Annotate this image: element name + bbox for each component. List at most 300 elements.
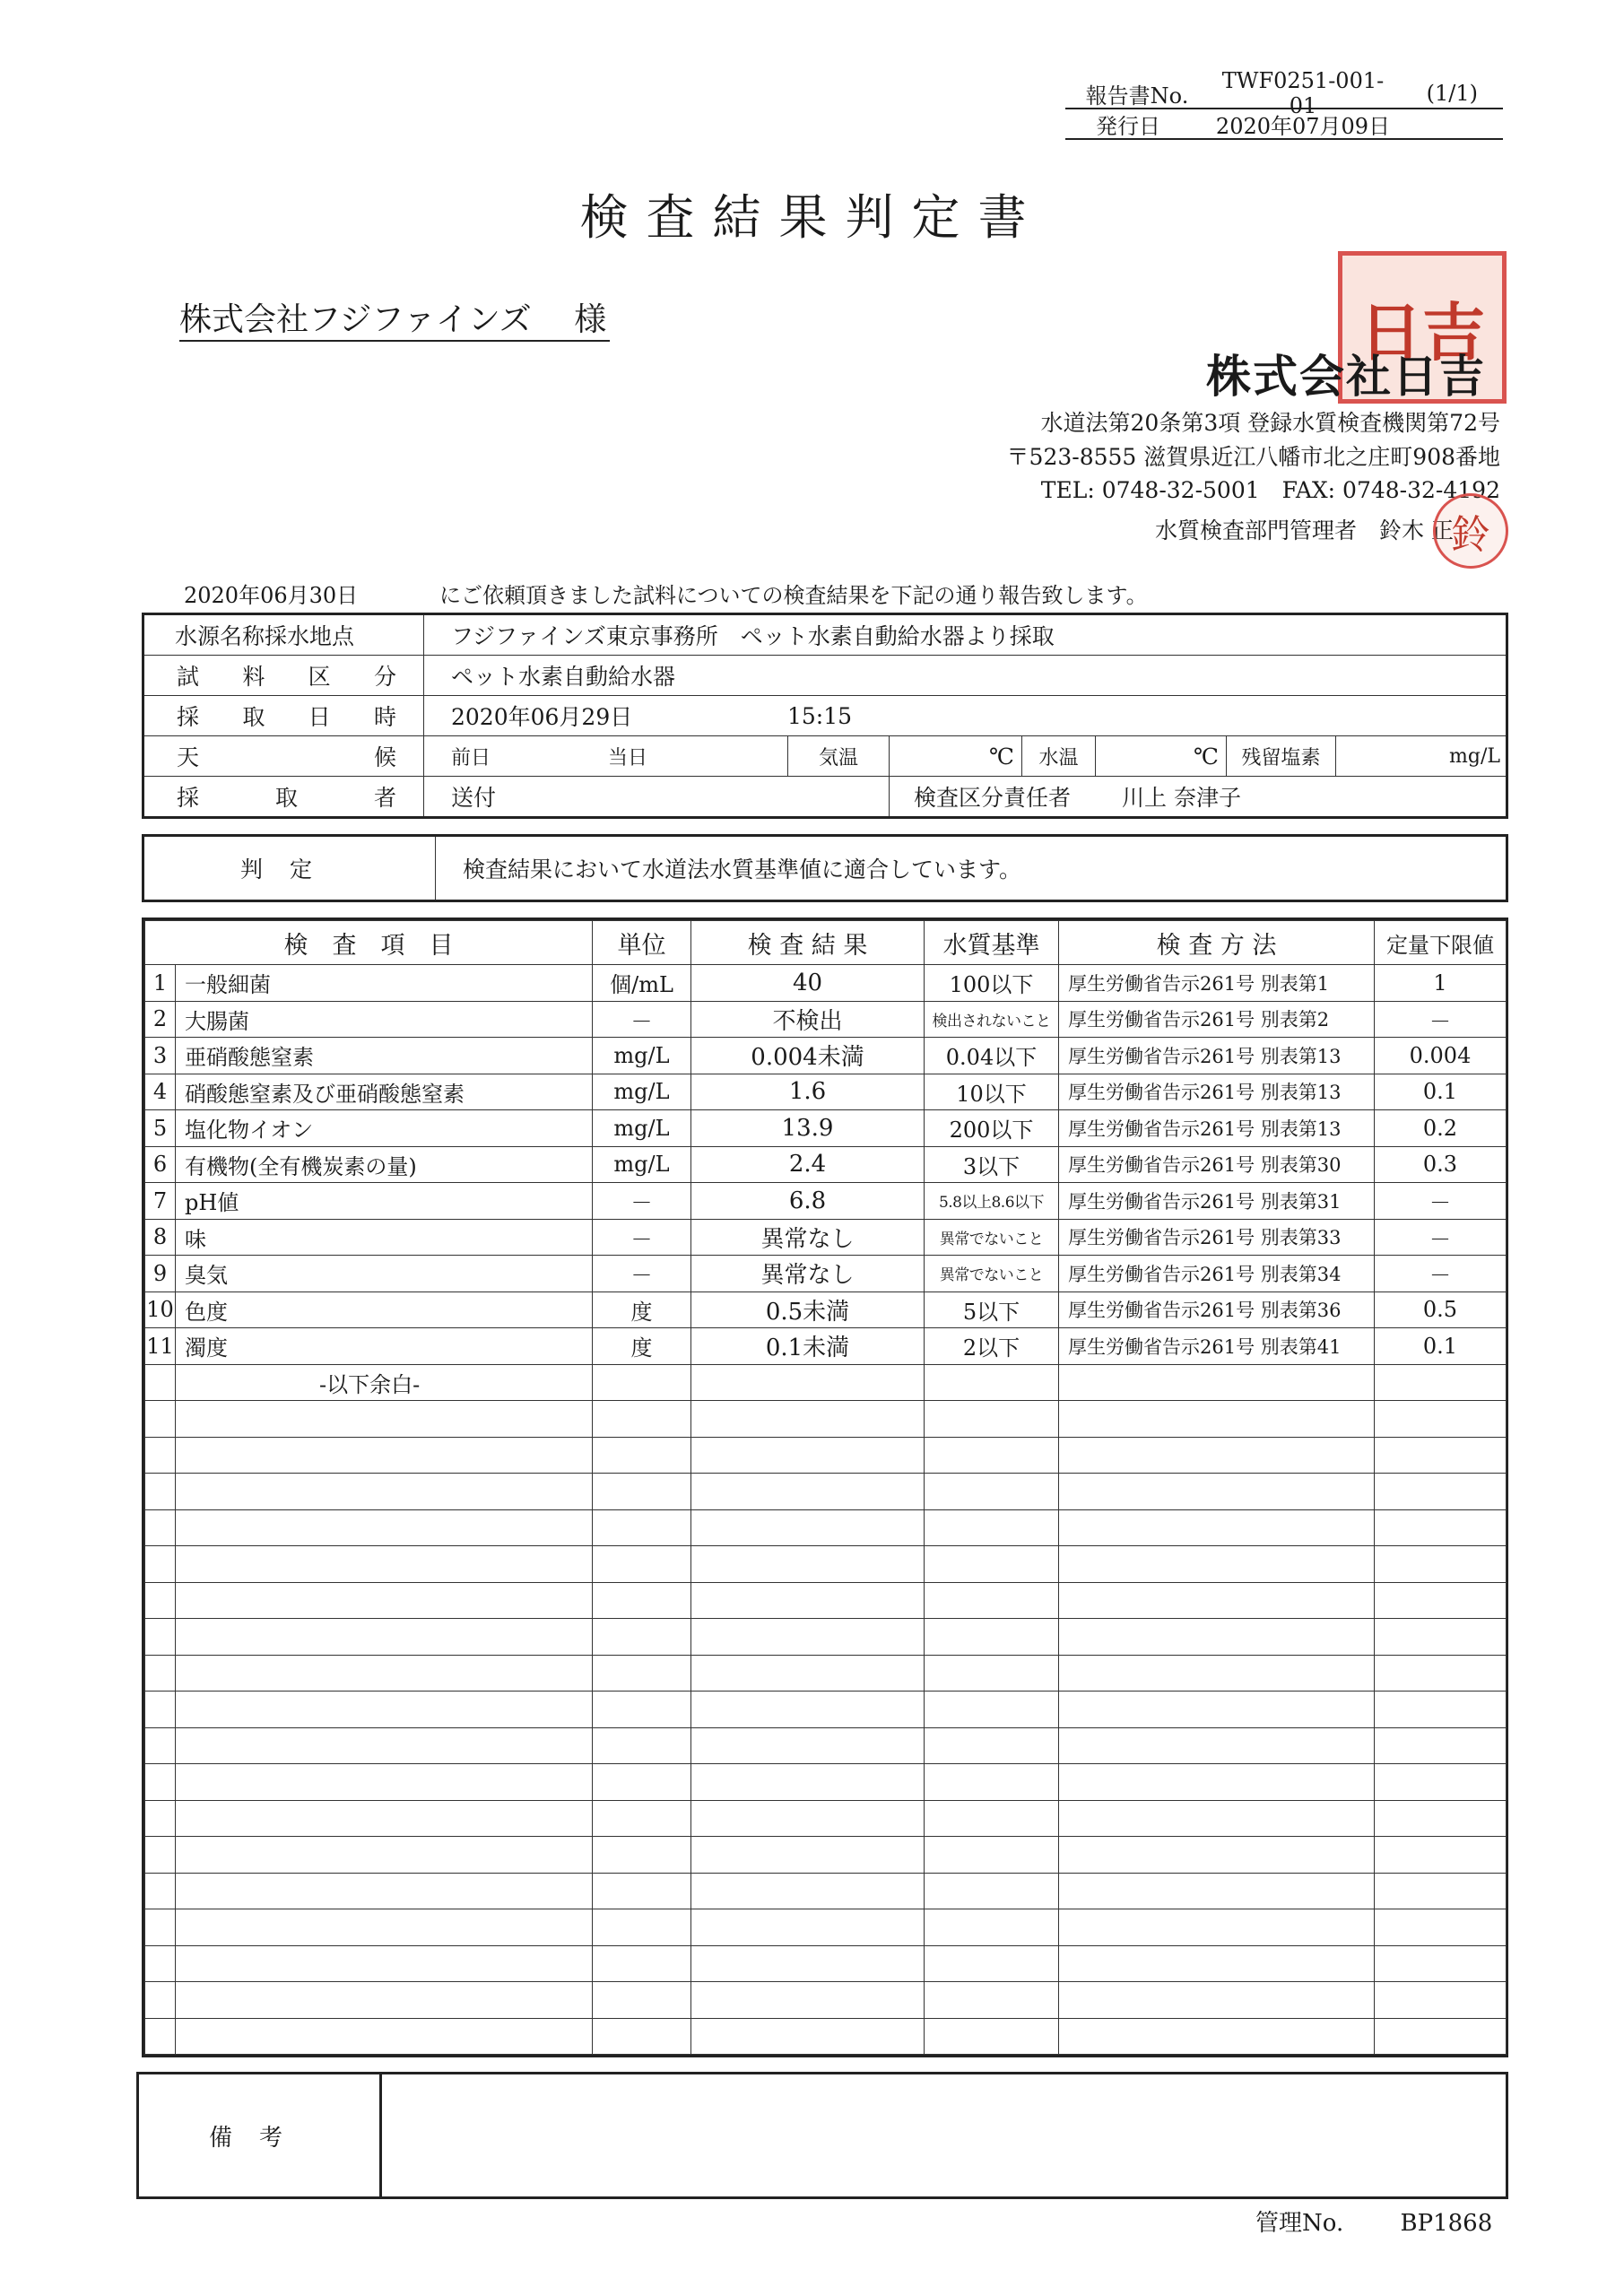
- issue-date-value: 2020年07月09日: [1215, 113, 1391, 139]
- unit: 度: [593, 1292, 691, 1328]
- report-number-value: TWF0251-001-01: [1221, 68, 1385, 118]
- empty-cell: [145, 1945, 176, 1982]
- empty-row: [145, 1692, 1507, 1728]
- limit: －: [1375, 1219, 1507, 1256]
- unit: －: [593, 1219, 691, 1256]
- same-day-label: 当日: [608, 746, 648, 770]
- air-temp-label: 気温: [787, 736, 889, 776]
- empty-cell: [176, 1909, 593, 1946]
- empty-cell: [925, 1582, 1059, 1619]
- header-method: 検 査 方 法: [1059, 921, 1375, 965]
- empty-cell: [1375, 1945, 1507, 1982]
- empty-cell: [925, 1437, 1059, 1474]
- empty-row: [145, 1727, 1507, 1764]
- issuer-registration: 水道法第20条第3項 登録水質検査機関第72号: [1040, 410, 1500, 436]
- management-value: BP1868: [1400, 2210, 1493, 2237]
- result: 6.8: [691, 1183, 925, 1220]
- report-number-row: [1065, 68, 1503, 118]
- empty-row: [145, 1945, 1507, 1982]
- empty-cell: [925, 1837, 1059, 1874]
- empty-cell: [1059, 1546, 1375, 1583]
- empty-cell: [176, 1401, 593, 1438]
- empty-cell: [1059, 1727, 1375, 1764]
- collector-label: [144, 777, 424, 816]
- manager-seal-stamp: [1433, 493, 1508, 569]
- empty-row: [145, 1837, 1507, 1874]
- unit: 個/mL: [593, 965, 691, 1002]
- row-no: 4: [145, 1074, 176, 1110]
- standard: 0.04以下: [925, 1038, 1059, 1074]
- empty-cell: [593, 1509, 691, 1546]
- standard: 異常でないこと: [925, 1256, 1059, 1292]
- empty-row: [145, 1401, 1507, 1438]
- empty-cell: [145, 1474, 176, 1510]
- table-row: [145, 1001, 1507, 1038]
- label-char: 分: [373, 664, 396, 690]
- empty-cell: [1059, 1619, 1375, 1656]
- sampling-date-row: [144, 696, 1506, 736]
- empty-cell: [691, 1546, 925, 1583]
- unit: 度: [593, 1328, 691, 1365]
- weather-values: [424, 736, 1506, 776]
- collector-value: 送付: [451, 785, 497, 811]
- unit: －: [593, 1001, 691, 1038]
- empty-row: [145, 1655, 1507, 1692]
- header-unit: 単位: [593, 921, 691, 965]
- empty-cell: [1375, 1692, 1507, 1728]
- empty-cell: [176, 1945, 593, 1982]
- empty-cell: [593, 1474, 691, 1510]
- empty-cell: [691, 1764, 925, 1801]
- standard: 検出されないこと: [925, 1001, 1059, 1038]
- report-page: (1/1): [1426, 81, 1478, 106]
- empty-cell: [593, 1837, 691, 1874]
- label-char: 日: [308, 704, 331, 730]
- row-no: 1: [145, 965, 176, 1002]
- label-char: 時: [373, 704, 396, 730]
- item-name: 濁度: [176, 1328, 593, 1365]
- label-char: 者: [373, 785, 396, 811]
- unit: mg/L: [593, 1146, 691, 1183]
- empty-cell: [176, 1800, 593, 1837]
- empty-cell: [145, 1509, 176, 1546]
- result: 0.5未満: [691, 1292, 925, 1328]
- empty-cell: [176, 1982, 593, 2019]
- table-row: [145, 1256, 1507, 1292]
- label-char: 試: [177, 664, 200, 690]
- empty-cell: [1375, 1509, 1507, 1546]
- empty-cell: [1059, 1945, 1375, 1982]
- empty-cell: [593, 1764, 691, 1801]
- label-char: 採: [177, 704, 200, 730]
- empty-cell: [691, 1727, 925, 1764]
- empty-row: [145, 2018, 1507, 2055]
- empty-cell: [145, 1909, 176, 1946]
- empty-cell: [593, 1982, 691, 2019]
- empty-cell: [176, 1837, 593, 1874]
- row-no: 5: [145, 1110, 176, 1147]
- limit: 0.2: [1375, 1110, 1507, 1147]
- empty-cell: [145, 1727, 176, 1764]
- empty-row: [145, 1509, 1507, 1546]
- item-name: 亜硝酸態窒素: [176, 1038, 593, 1074]
- label-char: 区: [308, 664, 331, 690]
- standard: 200以下: [925, 1110, 1059, 1147]
- empty-cell: [1059, 1764, 1375, 1801]
- limit: 0.004: [1375, 1038, 1507, 1074]
- empty-cell: [691, 1837, 925, 1874]
- empty-row: [145, 1909, 1507, 1946]
- empty-cell: [593, 1582, 691, 1619]
- empty-cell: [691, 1437, 925, 1474]
- limit: 0.1: [1375, 1328, 1507, 1365]
- issue-date-label: 発行日: [1096, 113, 1160, 139]
- empty-cell: [1375, 1655, 1507, 1692]
- header-result: 検 査 結 果: [691, 921, 925, 965]
- empty-cell: [176, 1474, 593, 1510]
- empty-cell: [176, 1727, 593, 1764]
- sampling-date-label: [144, 696, 424, 735]
- unit: mg/L: [593, 1074, 691, 1110]
- empty-cell: [691, 1873, 925, 1909]
- empty-cell: [925, 1909, 1059, 1946]
- standard: 2以下: [925, 1328, 1059, 1365]
- result: 13.9: [691, 1110, 925, 1147]
- results-body: [145, 965, 1507, 2055]
- issuer-address: 〒523-8555 滋賀県近江八幡市北之庄町908番地: [1006, 444, 1500, 470]
- table-row: [145, 1292, 1507, 1328]
- empty-cell: [1059, 1837, 1375, 1874]
- empty-cell: [176, 1509, 593, 1546]
- empty-cell: [691, 1655, 925, 1692]
- standard: 100以下: [925, 965, 1059, 1002]
- request-date: 2020年06月30日: [184, 583, 359, 608]
- company-seal-text: 日吉: [1359, 294, 1485, 370]
- sample-type-value: ペット水素自動給水器: [451, 664, 676, 690]
- unit: －: [593, 1256, 691, 1292]
- sampling-date-value: [424, 696, 1506, 735]
- empty-cell: [145, 1582, 176, 1619]
- empty-cell: [925, 1982, 1059, 2019]
- empty-cell: [145, 1692, 176, 1728]
- item-name: 大腸菌: [176, 1001, 593, 1038]
- empty-cell: [1375, 1800, 1507, 1837]
- empty-cell: [1375, 1727, 1507, 1764]
- empty-cell: [1375, 1764, 1507, 1801]
- table-row: [145, 965, 1507, 1002]
- empty-cell: [691, 2018, 925, 2055]
- source-value: フジファインズ東京事務所 ペット水素自動給水器より採取: [451, 623, 1055, 649]
- empty-cell: [176, 1437, 593, 1474]
- unit: mg/L: [593, 1038, 691, 1074]
- empty-cell: [593, 1800, 691, 1837]
- water-temp-unit: ℃: [1095, 736, 1226, 776]
- label-char: 取: [242, 704, 265, 730]
- label-char: 天: [177, 744, 200, 770]
- row-no: 9: [145, 1256, 176, 1292]
- air-temp-unit: ℃: [889, 736, 1021, 776]
- responsible-value: 川上 奈津子: [1122, 785, 1241, 811]
- empty-cell: [1059, 1509, 1375, 1546]
- empty-cell: [593, 1692, 691, 1728]
- empty-row: [145, 1474, 1507, 1510]
- empty-cell: [145, 1837, 176, 1874]
- empty-cell: [1059, 1474, 1375, 1510]
- limit: －: [1375, 1183, 1507, 1220]
- source-row: [144, 615, 1506, 656]
- empty-cell: [1059, 1909, 1375, 1946]
- empty-cell: [176, 1546, 593, 1583]
- method: 厚生労働省告示261号 別表第1: [1059, 965, 1375, 1002]
- responsible-label: 検査区分責任者: [889, 777, 1095, 816]
- empty-row: [145, 1582, 1507, 1619]
- empty-cell: [176, 1873, 593, 1909]
- empty-cell: [593, 1401, 691, 1438]
- empty-cell: [145, 1437, 176, 1474]
- collector-row: [144, 777, 1506, 816]
- method: 厚生労働省告示261号 別表第13: [1059, 1110, 1375, 1147]
- empty-cell: [176, 1655, 593, 1692]
- row-no: 11: [145, 1328, 176, 1365]
- empty-cell: [691, 1474, 925, 1510]
- label-char: 取: [274, 785, 298, 811]
- unit: －: [593, 1183, 691, 1220]
- management-label: 管理No.: [1255, 2210, 1344, 2237]
- method: 厚生労働省告示261号 別表第34: [1059, 1256, 1375, 1292]
- empty-cell: [691, 1692, 925, 1728]
- empty-cell: [925, 1692, 1059, 1728]
- empty-cell: [925, 1401, 1059, 1438]
- results-table: [142, 918, 1508, 2057]
- standard: 異常でないこと: [925, 1219, 1059, 1256]
- empty-row: [145, 1982, 1507, 2019]
- row-no: 3: [145, 1038, 176, 1074]
- item-name: 有機物(全有機炭素の量): [176, 1146, 593, 1183]
- empty-cell: [1059, 1437, 1375, 1474]
- row-no: 6: [145, 1146, 176, 1183]
- empty-cell: [925, 1764, 1059, 1801]
- empty-cell: [176, 1692, 593, 1728]
- weather-label: [144, 736, 424, 776]
- empty-cell: [691, 1509, 925, 1546]
- empty-cell: [691, 1982, 925, 2019]
- empty-cell: [1375, 1437, 1507, 1474]
- empty-cell: [176, 1582, 593, 1619]
- empty-cell: [1375, 1546, 1507, 1583]
- standard: 5.8以上8.6以下: [925, 1183, 1059, 1220]
- issuer-manager: 水質検査部門管理者 鈴木 正: [1155, 517, 1454, 544]
- item-name: 味: [176, 1219, 593, 1256]
- empty-cell: [1059, 1401, 1375, 1438]
- empty-cell: [925, 1655, 1059, 1692]
- table-row: [145, 1219, 1507, 1256]
- judgment-value: 検査結果において水道法水質基準値に適合しています。: [463, 857, 1022, 883]
- end-note: -以下余白-: [176, 1364, 593, 1401]
- row-no: 2: [145, 1001, 176, 1038]
- label-char: 料: [242, 664, 265, 690]
- method: 厚生労働省告示261号 別表第33: [1059, 1219, 1375, 1256]
- sampling-date: 2020年06月29日: [451, 704, 633, 730]
- label-char: 採: [177, 785, 200, 811]
- empty-cell: [176, 2018, 593, 2055]
- result: 0.1未満: [691, 1328, 925, 1365]
- judgment-box: [142, 834, 1508, 902]
- empty-cell: [1059, 1982, 1375, 2019]
- chlorine-label: 残留塩素: [1226, 736, 1335, 776]
- empty-row: [145, 1437, 1507, 1474]
- result: 2.4: [691, 1146, 925, 1183]
- empty-cell: [1059, 1692, 1375, 1728]
- judgment-label: 判定: [144, 837, 436, 900]
- header-item: 検 査 項 目: [145, 921, 593, 965]
- limit: －: [1375, 1256, 1507, 1292]
- header-standard: 水質基準: [925, 921, 1059, 965]
- remarks-label: 備考: [139, 2074, 382, 2196]
- empty-cell: [1375, 1909, 1507, 1946]
- result: 不検出: [691, 1001, 925, 1038]
- empty-cell: [1059, 1582, 1375, 1619]
- empty-cell: [925, 1546, 1059, 1583]
- empty-cell: [925, 1474, 1059, 1510]
- empty-cell: [145, 1619, 176, 1656]
- table-row: [145, 1110, 1507, 1147]
- empty-cell: [145, 1655, 176, 1692]
- method: 厚生労働省告示261号 別表第13: [1059, 1074, 1375, 1110]
- water-temp-label: 水温: [1021, 736, 1095, 776]
- item-name: 硝酸態窒素及び亜硝酸態窒素: [176, 1074, 593, 1110]
- empty-cell: [925, 2018, 1059, 2055]
- standard: 5以下: [925, 1292, 1059, 1328]
- empty-row: [145, 1764, 1507, 1801]
- standard: 10以下: [925, 1074, 1059, 1110]
- empty-cell: [593, 1873, 691, 1909]
- report-number-label: 報告書No.: [1085, 83, 1189, 109]
- empty-cell: [593, 1546, 691, 1583]
- remarks-value: [382, 2074, 1506, 2196]
- row-no: 7: [145, 1183, 176, 1220]
- empty-cell: [593, 2018, 691, 2055]
- empty-cell: [145, 1800, 176, 1837]
- results-header-row: [145, 921, 1507, 965]
- method: 厚生労働省告示261号 別表第41: [1059, 1328, 1375, 1365]
- limit: 0.5: [1375, 1292, 1507, 1328]
- result: 0.004未満: [691, 1038, 925, 1074]
- empty-cell: [593, 1437, 691, 1474]
- empty-cell: [593, 1727, 691, 1764]
- empty-cell: [691, 1619, 925, 1656]
- limit: 0.1: [1375, 1074, 1507, 1110]
- result: 異常なし: [691, 1219, 925, 1256]
- issue-date-row: [1065, 109, 1503, 140]
- empty-cell: [176, 1619, 593, 1656]
- sample-info-table: [142, 613, 1508, 819]
- empty-cell: [1375, 1837, 1507, 1874]
- empty-row: [145, 1546, 1507, 1583]
- chlorine-unit: mg/L: [1335, 736, 1506, 776]
- collector-values: [424, 777, 1506, 816]
- client-name: 株式会社フジファインズ 様: [179, 294, 610, 342]
- management-number: [1255, 2205, 1492, 2238]
- end-note-row: [145, 1364, 1507, 1401]
- limit: 1: [1375, 965, 1507, 1002]
- empty-cell: [691, 1945, 925, 1982]
- report-info: [1065, 68, 1503, 140]
- result: 1.6: [691, 1074, 925, 1110]
- table-row: [145, 1146, 1507, 1183]
- empty-cell: [925, 1945, 1059, 1982]
- limit: 0.3: [1375, 1146, 1507, 1183]
- item-name: pH値: [176, 1183, 593, 1220]
- empty-cell: [145, 1764, 176, 1801]
- table-row: [145, 1038, 1507, 1074]
- row-no: 8: [145, 1219, 176, 1256]
- empty-cell: [1059, 2018, 1375, 2055]
- item-name: 臭気: [176, 1256, 593, 1292]
- empty-cell: [145, 1546, 176, 1583]
- method: 厚生労働省告示261号 別表第30: [1059, 1146, 1375, 1183]
- empty-cell: [1059, 1655, 1375, 1692]
- limit: －: [1375, 1001, 1507, 1038]
- empty-cell: [1375, 1474, 1507, 1510]
- empty-cell: [1059, 1800, 1375, 1837]
- empty-cell: [1375, 1619, 1507, 1656]
- item-name: 色度: [176, 1292, 593, 1328]
- result: 40: [691, 965, 925, 1002]
- empty-cell: [145, 2018, 176, 2055]
- empty-cell: [1375, 1982, 1507, 2019]
- empty-cell: [925, 1873, 1059, 1909]
- empty-cell: [925, 1619, 1059, 1656]
- weather-row: [144, 736, 1506, 777]
- empty-cell: [925, 1727, 1059, 1764]
- table-row: [145, 1074, 1507, 1110]
- table-row: [145, 1183, 1507, 1220]
- manager-seal-text: 鈴: [1451, 512, 1490, 558]
- method: 厚生労働省告示261号 別表第13: [1059, 1038, 1375, 1074]
- empty-row: [145, 1873, 1507, 1909]
- intro-text: にご依頼頂きました試料についての検査結果を下記の通り報告致します。: [439, 583, 1148, 608]
- empty-cell: [925, 1800, 1059, 1837]
- empty-cell: [691, 1909, 925, 1946]
- empty-cell: [1059, 1873, 1375, 1909]
- issuer-tel-fax: TEL: 0748-32-5001 FAX: 0748-32-4192: [1040, 477, 1500, 503]
- empty-cell: [145, 1401, 176, 1438]
- sample-type-row: [144, 656, 1506, 696]
- prev-day-label: 前日: [451, 746, 491, 770]
- empty-cell: [593, 1945, 691, 1982]
- empty-cell: [593, 1655, 691, 1692]
- page-title: 検査結果判定書: [579, 189, 1045, 246]
- row-no: 10: [145, 1292, 176, 1328]
- header-limit: 定量下限値: [1375, 921, 1507, 965]
- item-name: 一般細菌: [176, 965, 593, 1002]
- empty-cell: [593, 1909, 691, 1946]
- empty-row: [145, 1800, 1507, 1837]
- empty-cell: [1375, 1582, 1507, 1619]
- source-label-text: 水源名称採水地点: [175, 623, 355, 649]
- empty-cell: [1375, 2018, 1507, 2055]
- empty-cell: [145, 1982, 176, 2019]
- empty-cell: [145, 1873, 176, 1909]
- empty-cell: [176, 1764, 593, 1801]
- item-name: 塩化物イオン: [176, 1110, 593, 1147]
- label-char: 候: [373, 744, 396, 770]
- empty-cell: [691, 1800, 925, 1837]
- empty-cell: [691, 1582, 925, 1619]
- empty-cell: [925, 1509, 1059, 1546]
- method: 厚生労働省告示261号 別表第36: [1059, 1292, 1375, 1328]
- unit: mg/L: [593, 1110, 691, 1147]
